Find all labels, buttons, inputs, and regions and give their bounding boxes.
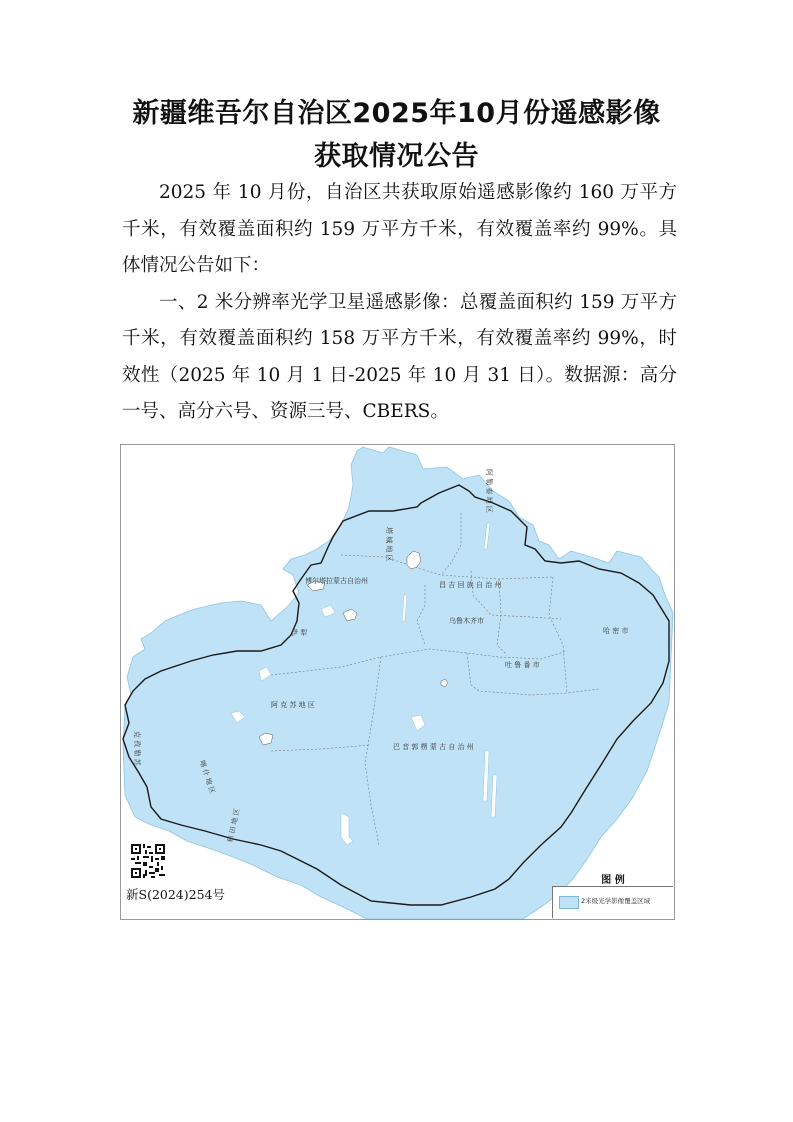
coverage-area: [123, 447, 673, 919]
document-title-line-1: 新疆维吾尔自治区2025年10月份遥感影像: [132, 98, 661, 129]
map-legend: [552, 875, 673, 918]
legend-title: 图 例: [601, 875, 625, 886]
label-ili: 伊 犁: [291, 629, 308, 637]
map-approval-number: 新S(2024)254号: [126, 887, 225, 902]
label-urumqi: 乌鲁木齐市: [449, 617, 484, 625]
label-kashgar: 喀 什 地 区: [197, 759, 217, 795]
paragraph-2m-imagery: 一、2 米分辨率光学卫星遥感影像：总覆盖面积约 159 万平方千米，有效覆盖面积约 158 万平方千米，有效覆盖率约 99%，时效性（2025 年 10 月 1 日-2025 年 10 月 31 日）。数据源：高分一号、高分六号、资源三号、CBERS。: [122, 291, 677, 422]
coverage-map: [120, 444, 675, 920]
label-tacheng: 塔 城 地 区: [385, 527, 393, 562]
label-bortala: 博尔塔拉蒙古自治州: [305, 577, 368, 585]
label-turpan: 吐 鲁 番 市: [505, 661, 540, 669]
label-aksu: 阿 克 苏 地 区: [271, 701, 315, 709]
legend-label: 2米级光学影像覆盖区域: [581, 897, 651, 905]
paragraph-summary: 2025 年 10 月份，自治区共获取原始遥感影像约 160 万平方千米，有效覆盖面积约 159 万平方千米，有效覆盖率约 99%。具体情况公告如下：: [122, 182, 677, 276]
coverage-map-canvas: [121, 445, 674, 919]
label-hotan: 和 田 地 区: [226, 807, 242, 844]
label-altay: 阿 勒 泰 地 区: [485, 469, 493, 513]
document-title-line-2: 获取情况公告: [314, 141, 479, 172]
document-body: [122, 175, 677, 431]
label-hami: 哈 密 市: [603, 627, 629, 635]
qr-code-icon: [131, 844, 165, 878]
label-changji: 昌 吉 回 族 自 治 州: [439, 581, 502, 589]
label-kizilsu: 克 孜 勒 苏: [133, 731, 141, 766]
legend-swatch: [559, 896, 579, 909]
label-bayingolin: 巴 音 郭 楞 蒙 古 自 治 州: [393, 743, 474, 751]
